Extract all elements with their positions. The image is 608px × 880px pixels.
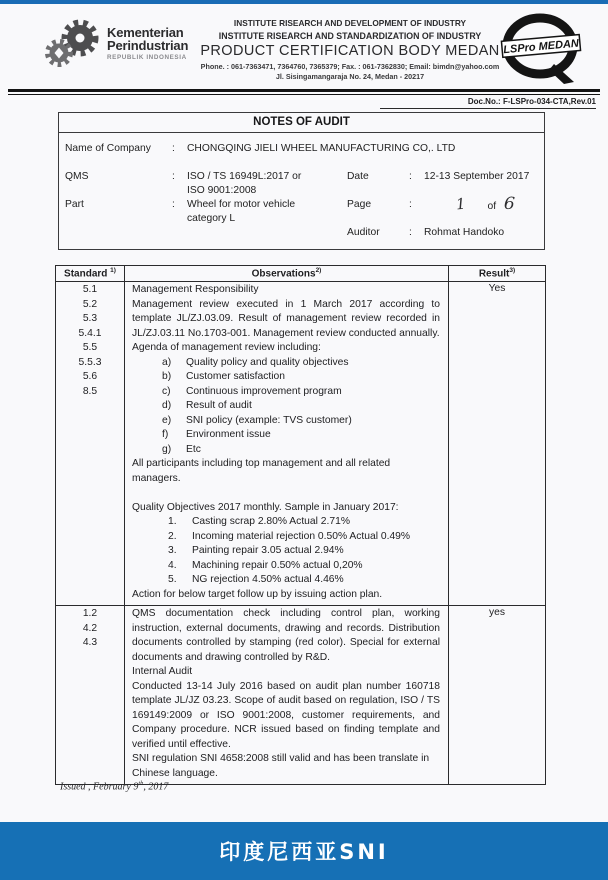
objective-item-text: Painting repair 3.05 actual 2.94% — [192, 545, 344, 557]
lspro-medan-q-icon — [494, 10, 590, 88]
standard-ref: 5.4.1 — [78, 327, 102, 339]
field-page — [347, 193, 516, 215]
standard-ref: 4.3 — [82, 637, 98, 649]
notes-of-audit-box — [58, 112, 545, 250]
agenda-item-marker: f) — [162, 429, 169, 441]
banner-text: 印度尼西亚SNI — [219, 840, 389, 864]
objective-item — [132, 530, 440, 545]
result-header-label: Result — [478, 268, 510, 280]
part-value-line2: category L — [187, 213, 236, 224]
field-company — [65, 142, 455, 156]
address-line: Jl. Sisingamangaraja No. 24, Medan - 20217 — [275, 72, 425, 81]
objective-item — [132, 544, 440, 559]
date-label: Date — [347, 171, 369, 182]
notes-fields — [59, 133, 544, 245]
agenda-item-text: Continuous improvement program — [186, 385, 342, 397]
part-label: Part — [65, 199, 84, 210]
qms-label: QMS — [65, 171, 89, 182]
agenda-item-text: Result of audit — [186, 400, 252, 412]
auditor-colon: : — [409, 227, 412, 238]
standard-ref: 5.5.3 — [78, 356, 102, 368]
audit-observations-table — [55, 265, 546, 785]
page-current-handwritten: 1 — [455, 194, 467, 214]
standard-cell — [56, 282, 125, 606]
auditor-label: Auditor — [347, 227, 380, 238]
agenda-item-marker: a) — [162, 356, 172, 368]
standard-ref: 1.2 — [82, 608, 98, 620]
observations-cell — [125, 282, 449, 606]
ministry-logo — [44, 18, 188, 72]
agenda-item-text: Quality policy and quality objectives — [186, 356, 349, 368]
company-value: CHONGQING JIELI WHEEL MANUFACTURING CO,. LTD — [187, 143, 456, 154]
objective-item-marker: 3. — [168, 545, 177, 557]
obs-agenda-heading: Agenda of management review including: — [132, 342, 321, 354]
objective-item — [132, 559, 440, 574]
field-date — [347, 170, 529, 184]
objective-item-text: Machining repair 0.50% actual 0,20% — [192, 559, 363, 571]
company-colon: : — [172, 143, 175, 154]
objective-item-text: Casting scrap 2.80% Actual 2.71% — [192, 516, 350, 528]
standard-ref: 5.6 — [82, 371, 98, 383]
field-auditor — [347, 226, 504, 240]
auditor-value: Rohmat Handoko — [424, 227, 505, 238]
agenda-item-text: Customer satisfaction — [186, 371, 286, 383]
agenda-item-marker: d) — [162, 400, 172, 412]
agenda-item-marker: b) — [162, 371, 172, 383]
part-colon: : — [172, 199, 175, 210]
ministry-name-block — [107, 18, 188, 61]
page-value — [424, 193, 516, 215]
table-row — [56, 606, 546, 785]
obs-paragraph: Management review executed in 1 March 2017 according to template JL/ZJ.03.09. Result of management review recorded in JL/ZJ.03.11 No.1703-001. Management review conducted annually. — [132, 298, 440, 339]
objective-item — [132, 573, 440, 588]
qms-value-line1: ISO / TS 16949L:2017 or — [187, 171, 302, 182]
lspro-medan-logo — [494, 10, 590, 88]
standard-cell — [56, 606, 125, 785]
ministry-subtitle: REPUBLIK INDONESIA — [107, 54, 187, 61]
obs-paragraph: Conducted 13-14 July 2016 based on audit plan number 160718 template JL/JZ 03.23. Scope of audit based on regulation, ISO / TS 169149:2009 or ISO 9001:2008, customer requirements, and Company procedure. NCR issued based on finding template and verified until effective. — [132, 680, 440, 750]
objective-item-text: NG rejection 4.50% actual 4.46% — [192, 574, 344, 586]
company-label: Name of Company — [65, 143, 151, 154]
obs-paragraph: SNI regulation SNI 4658:2008 still valid and has been translate in Chinese language. — [132, 753, 430, 779]
table-row — [56, 282, 546, 606]
institute-line2: INSTITUTE RISEARCH AND STANDARDIZATION OF INDUSTRY — [218, 31, 482, 41]
page-colon: : — [409, 199, 412, 210]
standard-header-label: Standard — [64, 268, 111, 280]
date-value: 12-13 September 2017 — [424, 171, 530, 182]
col-header-standard — [56, 266, 125, 282]
agenda-item-marker: e) — [162, 414, 172, 426]
objective-item-marker: 5. — [168, 574, 177, 586]
ministry-name-line1: Kementerian — [107, 25, 184, 40]
agenda-item-marker: g) — [162, 443, 172, 455]
notes-title: NOTES OF AUDIT — [59, 113, 544, 133]
objective-item-marker: 4. — [168, 559, 177, 571]
institute-titles — [185, 18, 515, 81]
page-total-handwritten: 6 — [503, 193, 516, 215]
page-of-word: of — [487, 201, 497, 212]
bottom-banner — [0, 822, 608, 880]
field-part — [65, 198, 295, 226]
standard-ref: 5.1 — [82, 284, 98, 296]
part-value — [187, 198, 295, 226]
result-cell: Yes — [449, 282, 546, 606]
obs-subheading: Internal Audit — [132, 666, 193, 678]
standard-ref: 5.5 — [82, 342, 98, 354]
issued-prefix: Issued , February 9 — [60, 781, 139, 793]
observations-header-note: 2) — [315, 267, 322, 274]
result-cell: yes — [449, 606, 546, 785]
obs-paragraph: QMS documentation check including control plan, working instruction, external documents, drawing and records. Distribution documents controlled by stamping (red color). Special for external documents and drawing controlled by R&D. — [132, 608, 440, 663]
lspro-medan-logo-text: LSPro MEDAN — [502, 37, 580, 57]
contact-phone-line: Phone. : 061-7363471, 7364760, 7365379; Fax. : 061-7362830; Email: bimdn@yahoo.com — [200, 62, 500, 71]
standard-ref: 5.3 — [82, 313, 98, 325]
date-colon: : — [409, 171, 412, 182]
objective-item-marker: 2. — [168, 530, 177, 542]
obs-intro: Management Responsibility — [132, 284, 259, 296]
qms-value-line2: ISO 9001:2008 — [187, 185, 257, 196]
col-header-observations — [125, 266, 449, 282]
issued-ordinal: th — [138, 780, 144, 787]
standard-header-note: 1) — [110, 267, 116, 274]
part-value-line1: Wheel for motor vehicle — [187, 199, 296, 210]
standard-ref: 8.5 — [82, 385, 98, 397]
issued-date-line — [60, 780, 168, 792]
objective-item — [132, 515, 440, 530]
agenda-item — [132, 399, 440, 414]
agenda-item-text: Environment issue — [186, 429, 271, 441]
objective-item-marker: 1. — [168, 516, 177, 528]
col-header-result — [449, 266, 546, 282]
top-border-line — [0, 0, 608, 4]
obs-objectives-heading: Quality Objectives 2017 monthly. Sample in January 2017: — [132, 501, 399, 513]
ministry-name-line2: Perindustrian — [107, 38, 189, 53]
agenda-item — [132, 414, 440, 429]
standard-ref: 4.2 — [82, 622, 98, 634]
observations-header-label: Observations — [251, 268, 316, 280]
letterhead — [0, 12, 608, 90]
institute-line1: INSTITUTE RISEARCH AND DEVELOPMENT OF INDUSTRY — [233, 18, 467, 28]
agenda-item — [132, 385, 440, 400]
agenda-item — [132, 370, 440, 385]
agenda-item-text: SNI policy (example: TVS customer) — [186, 414, 352, 426]
field-qms — [65, 170, 301, 198]
agenda-item-marker: c) — [162, 385, 171, 397]
objective-item-text: Incoming material rejection 0.50% Actual 0.49% — [192, 530, 411, 542]
result-header-note: 3) — [509, 267, 516, 274]
page-label: Page — [347, 199, 372, 210]
header-divider-rule — [8, 89, 600, 95]
agenda-item-text: Etc — [186, 443, 201, 455]
obs-action-line: Action for below target follow up by issuing action plan. — [132, 588, 383, 600]
observations-cell — [125, 606, 449, 785]
agenda-item — [132, 428, 440, 443]
doc-number: Doc.No.: F-LSPro-034-CTA,Rev.01 — [380, 97, 596, 109]
agenda-item — [132, 443, 440, 458]
table-header-row — [56, 266, 546, 282]
agenda-item — [132, 356, 440, 371]
certification-body-title: PRODUCT CERTIFICATION BODY MEDAN — [200, 43, 500, 59]
ministry-gears-icon — [44, 18, 102, 72]
obs-blank-line — [132, 486, 440, 501]
qms-colon: : — [172, 171, 175, 182]
issued-suffix: , 2017 — [143, 781, 169, 793]
obs-participants: All participants including top management and all related managers. — [132, 458, 391, 484]
standard-ref: 5.2 — [82, 298, 98, 310]
qms-value — [187, 170, 301, 198]
